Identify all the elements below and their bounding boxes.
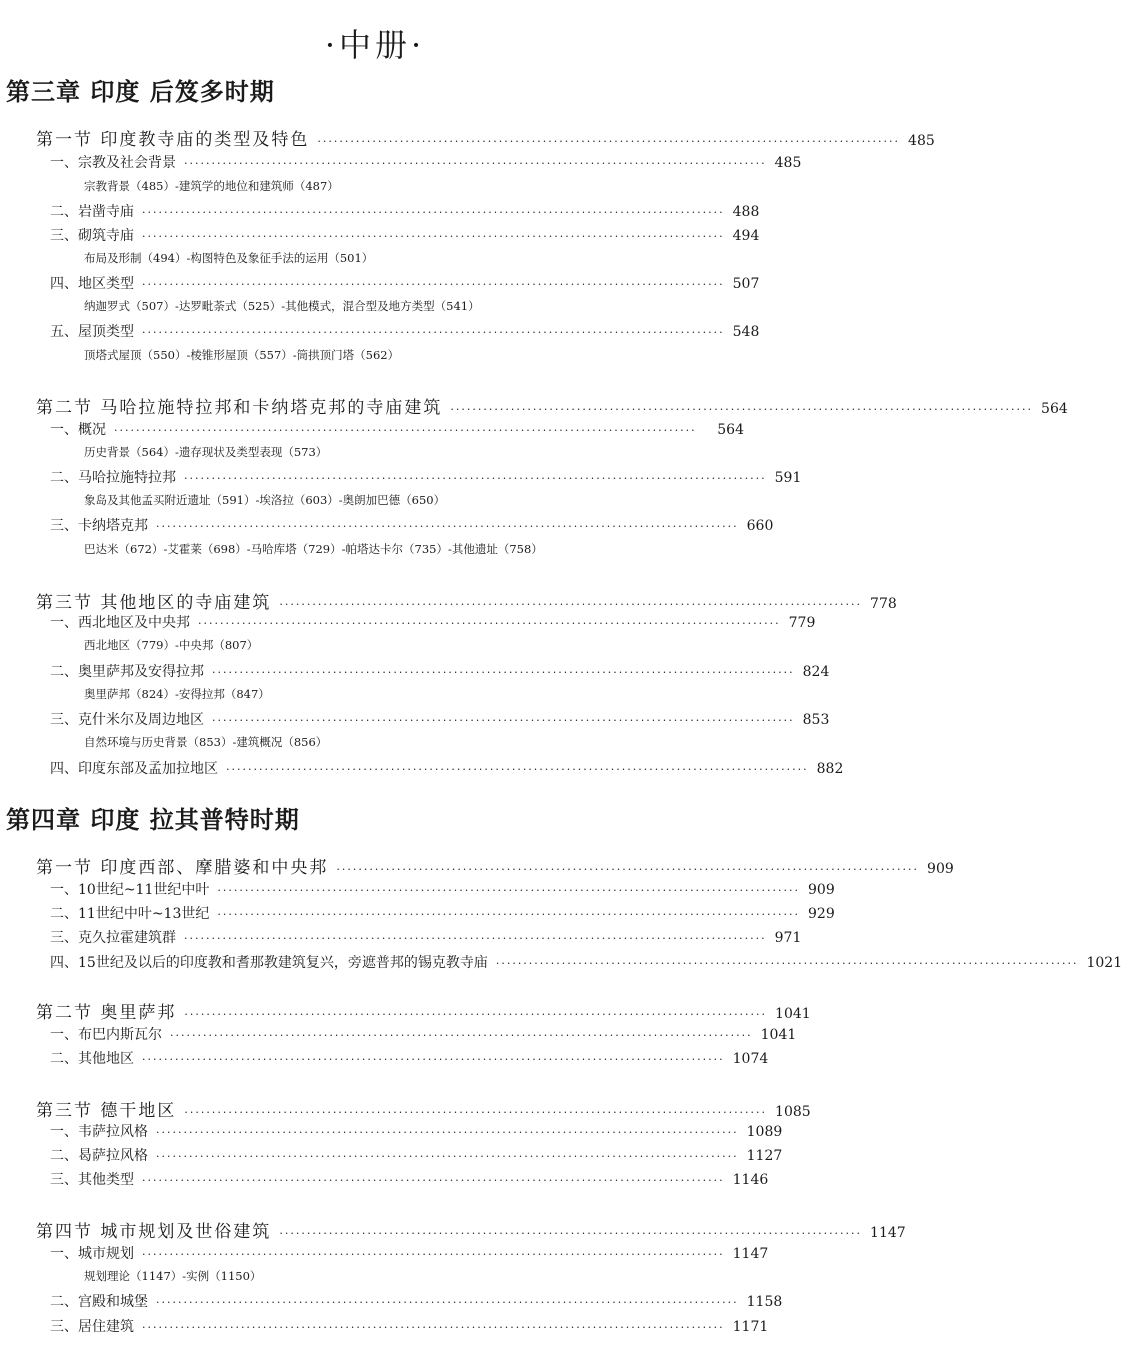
toc-item[interactable]: [50, 201, 760, 221]
item-title: 三、克什米尔及周边地区: [50, 712, 204, 728]
toc-item[interactable]: [50, 225, 760, 245]
item-title: 一、宗教及社会背景: [50, 155, 176, 171]
page-number: 1041: [775, 1006, 811, 1022]
item-detail: 西北地区（779）-中央邦（807）: [84, 638, 259, 652]
dot-leader: ··········································································································: [142, 1248, 725, 1261]
item-title: 四、印度东部及孟加拉地区: [50, 761, 218, 777]
item-title: 三、其他类型: [50, 1172, 134, 1188]
page-number: 909: [927, 861, 954, 877]
item-title: 一、城市规划: [50, 1246, 134, 1262]
toc-item[interactable]: [50, 903, 835, 923]
page-number: 591: [774, 470, 802, 486]
dot-leader: ··········································································································: [198, 617, 781, 630]
dot-leader: ··········································································································: [142, 206, 725, 219]
item-title: 二、奥里萨邦及安得拉邦: [50, 664, 204, 680]
page-number: 1158: [746, 1294, 783, 1310]
toc-section[interactable]: [36, 393, 1068, 418]
item-title: 四、地区类型: [50, 276, 134, 292]
item-title: 一、概况: [50, 422, 106, 438]
page-number: 485: [774, 155, 802, 171]
item-title: 五、屋顶类型: [50, 324, 134, 340]
dot-leader: ··········································································································: [114, 424, 697, 437]
dot-leader: ··········································································································: [317, 135, 901, 148]
dot-leader: ··········································································································: [212, 714, 795, 727]
toc-item[interactable]: [50, 321, 760, 341]
toc-item[interactable]: [50, 1024, 797, 1044]
item-detail: 顶塔式屋顶（550）-棱锥形屋顶（557）-筒拱顶门塔（562）: [84, 348, 400, 362]
item-detail: 自然环境与历史背景（853）-建筑概况（856）: [84, 735, 328, 749]
page-number: 564: [1041, 401, 1068, 417]
toc-section[interactable]: [36, 853, 954, 878]
page-number: 488: [732, 204, 760, 220]
toc-item[interactable]: [50, 419, 744, 439]
item-title: 一、韦萨拉风格: [50, 1124, 148, 1140]
item-title: 一、10世纪~11世纪中叶: [50, 882, 210, 898]
dot-leader: ··········································································································: [170, 1029, 753, 1042]
toc-section[interactable]: [36, 1096, 811, 1121]
page-number: 485: [908, 133, 935, 149]
toc-item[interactable]: [50, 927, 802, 947]
page-number: 564: [717, 422, 744, 438]
page-number: 971: [774, 930, 802, 946]
page-number: 882: [816, 761, 844, 777]
toc-item[interactable]: [50, 612, 816, 632]
page-number: 929: [808, 906, 835, 922]
page-number: 778: [870, 596, 897, 612]
page-number: 1147: [732, 1246, 769, 1262]
section-title: 第四节 城市规划及世俗建筑: [36, 1222, 272, 1242]
dot-leader: ··········································································································: [217, 908, 800, 921]
item-detail: 巴达米（672）-艾霍莱（698）-马哈库塔（729）-帕塔达卡尔（735）-其他遗址（758）: [84, 542, 543, 556]
section-title: 第二节 奥里萨邦: [36, 1003, 177, 1023]
item-title: 二、宫殿和城堡: [50, 1294, 148, 1310]
item-title: 二、曷萨拉风格: [50, 1148, 148, 1164]
item-detail: 象岛及其他孟买附近遗址（591）-埃洛拉（603）-奥朗加巴德（650）: [84, 493, 446, 507]
item-detail: 纳迦罗式（507）-达罗毗荼式（525）-其他模式，混合型及地方类型（541）: [84, 299, 480, 313]
item-detail: 布局及形制（494）-构图特色及象征手法的运用（501）: [84, 251, 374, 265]
volume-title: ·中册·: [324, 26, 426, 64]
item-title: 二、马哈拉施特拉邦: [50, 470, 176, 486]
page-number: 1021: [1086, 955, 1122, 971]
page-number: 824: [802, 664, 830, 680]
dot-leader: ··········································································································: [184, 1008, 768, 1021]
item-title: 三、卡纳塔克邦: [50, 518, 148, 534]
dot-leader: ··········································································································: [142, 230, 725, 243]
toc-item[interactable]: [50, 273, 760, 293]
toc-item[interactable]: [50, 879, 835, 899]
item-detail: 规划理论（1147）-实例（1150）: [84, 1269, 262, 1283]
item-title: 三、居住建筑: [50, 1319, 134, 1335]
page-number: 494: [732, 228, 760, 244]
dot-leader: ··········································································································: [142, 1321, 725, 1334]
section-title: 第三节 德干地区: [36, 1101, 177, 1121]
page-number: 1089: [746, 1124, 783, 1140]
dot-leader: ··········································································································: [450, 403, 1034, 416]
page-number: 548: [732, 324, 760, 340]
toc-item[interactable]: [50, 515, 774, 535]
page-number: 1146: [732, 1172, 769, 1188]
dot-leader: ··········································································································: [217, 884, 800, 897]
toc-item[interactable]: [50, 661, 830, 681]
section-title: 第二节 马哈拉施特拉邦和卡纳塔克邦的寺庙建筑: [36, 398, 443, 418]
toc-item[interactable]: [50, 952, 1122, 972]
dot-leader: ··········································································································: [495, 957, 1079, 970]
page-number: 1147: [870, 1225, 906, 1241]
page-number: 1085: [775, 1104, 811, 1120]
section-title: 第三节 其他地区的寺庙建筑: [36, 593, 272, 613]
toc-item[interactable]: [50, 1048, 769, 1068]
toc-section[interactable]: [36, 998, 811, 1023]
toc-section[interactable]: [36, 125, 935, 150]
toc-item[interactable]: [50, 1121, 783, 1141]
dot-leader: ··········································································································: [156, 520, 739, 533]
item-title: 一、布巴内斯瓦尔: [50, 1027, 162, 1043]
dot-leader: ··········································································································: [226, 763, 809, 776]
toc-section[interactable]: [36, 1217, 906, 1242]
toc-item[interactable]: [50, 1243, 769, 1263]
section-title: 第一节 印度教寺庙的类型及特色: [36, 130, 310, 150]
toc-item[interactable]: [50, 1145, 783, 1165]
dot-leader: ··········································································································: [156, 1296, 739, 1309]
toc-item[interactable]: [50, 152, 802, 172]
toc-item[interactable]: [50, 1169, 769, 1189]
page-number: 779: [788, 615, 816, 631]
chapter-4-title: 第四章 印度 拉其普特时期: [6, 806, 300, 834]
page-number: 1074: [732, 1051, 769, 1067]
toc-section[interactable]: [36, 588, 897, 613]
dot-leader: ··········································································································: [142, 1053, 725, 1066]
page-number: 660: [746, 518, 774, 534]
page-number: 1171: [732, 1319, 769, 1335]
toc-item[interactable]: [50, 1291, 783, 1311]
toc-item[interactable]: [50, 709, 830, 729]
chapter-3-title: 第三章 印度 后笈多时期: [6, 78, 275, 106]
dot-leader: ··········································································································: [184, 932, 767, 945]
dot-leader: ··········································································································: [184, 1106, 768, 1119]
page-number: 507: [732, 276, 760, 292]
toc-item[interactable]: [50, 467, 802, 487]
toc-item[interactable]: [50, 758, 844, 778]
dot-leader: ··········································································································: [279, 1227, 863, 1240]
item-title: 一、西北地区及中央邦: [50, 615, 190, 631]
dot-leader: ··········································································································: [142, 326, 725, 339]
dot-leader: ··········································································································: [142, 278, 725, 291]
item-detail: 宗教背景（485）-建筑学的地位和建筑师（487）: [84, 179, 339, 193]
page-number: 853: [802, 712, 830, 728]
page-number: 1041: [760, 1027, 797, 1043]
item-detail: 历史背景（564）-遗存现状及类型表现（573）: [84, 445, 328, 459]
dot-leader: ··········································································································: [184, 472, 767, 485]
item-detail: 奥里萨邦（824）-安得拉邦（847）: [84, 687, 270, 701]
dot-leader: ··········································································································: [156, 1126, 739, 1139]
dot-leader: ··········································································································: [142, 1174, 725, 1187]
item-title: 二、11世纪中叶~13世纪: [50, 906, 210, 922]
section-title: 第一节 印度西部、摩腊婆和中央邦: [36, 858, 329, 878]
page-number: 1127: [746, 1148, 783, 1164]
dot-leader: ··········································································································: [156, 1150, 739, 1163]
item-title: 四、15世纪及以后的印度教和耆那教建筑复兴，旁遮普邦的锡克教寺庙: [50, 955, 488, 971]
page-number: 909: [808, 882, 835, 898]
dot-leader: ··········································································································: [184, 157, 767, 170]
dot-leader: ··········································································································: [336, 863, 920, 876]
toc-item[interactable]: [50, 1316, 769, 1336]
item-title: 二、岩凿寺庙: [50, 204, 134, 220]
item-title: 三、砌筑寺庙: [50, 228, 134, 244]
dot-leader: ··········································································································: [212, 666, 795, 679]
item-title: 二、其他地区: [50, 1051, 134, 1067]
dot-leader: ··········································································································: [279, 598, 863, 611]
item-title: 三、克久拉霍建筑群: [50, 930, 176, 946]
